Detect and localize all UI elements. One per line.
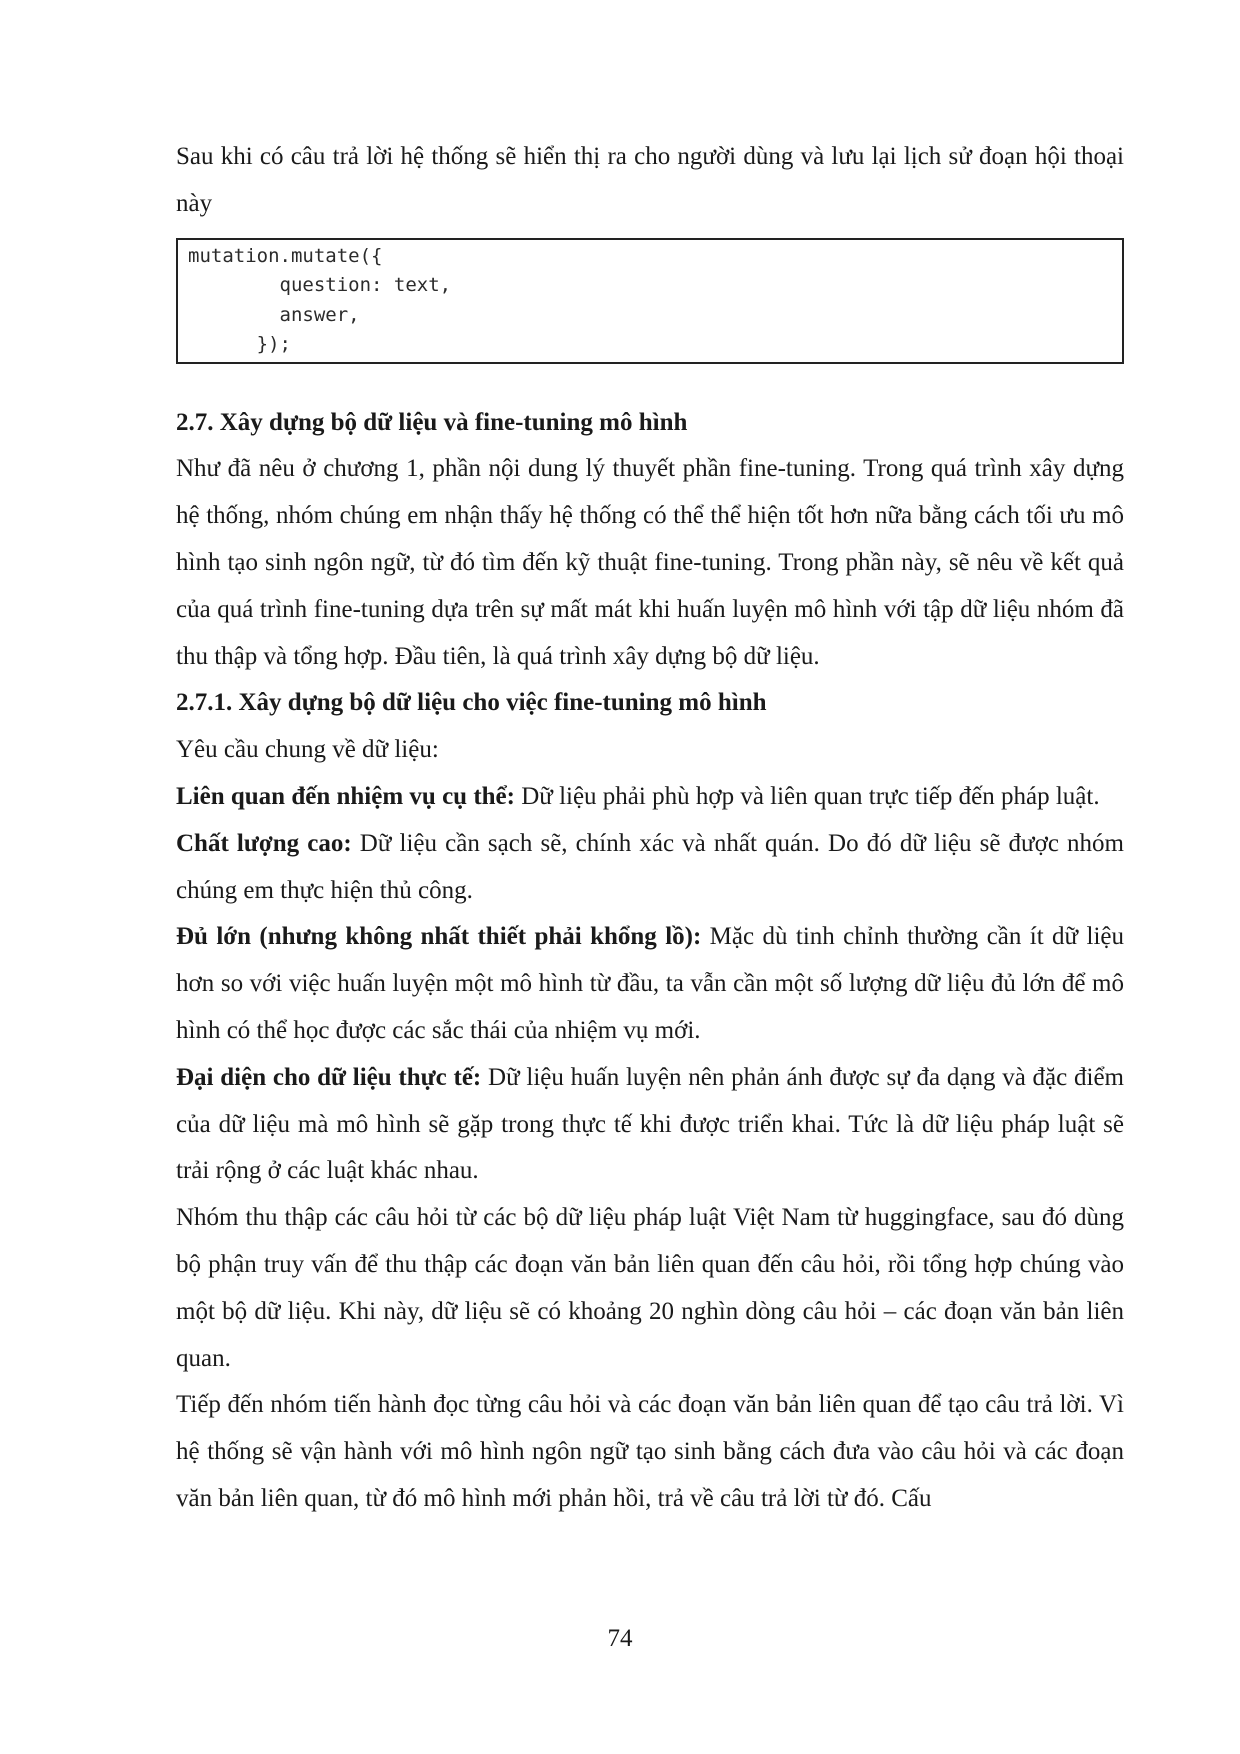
- requirement-text: Dữ liệu phải phù hợp và liên quan trực tiếp đến pháp luật.: [514, 782, 1100, 810]
- subsection-heading: 2.7.1. Xây dựng bộ dữ liệu cho việc fine-tuning mô hình: [176, 689, 767, 717]
- requirement-item: [176, 1055, 1124, 1195]
- collection-paragraph: Nhóm thu thập các câu hỏi từ các bộ dữ liệu pháp luật Việt Nam từ huggingface, sau đó dùng bộ phận truy vấn để thu thập các đoạn văn bản liên quan đến câu hỏi, rồi tổng hợp chúng vào một bộ dữ liệu. Khi này, dữ liệu sẽ có khoảng 20 nghìn dòng câu hỏi – các đoạn văn bản liên quan.: [176, 1204, 1124, 1372]
- requirement-lead: Đủ lớn (nhưng không nhất thiết phải khổng lồ):: [176, 923, 702, 951]
- requirement-lead: Liên quan đến nhiệm vụ cụ thể:: [176, 782, 515, 810]
- requirement-text: Dữ liệu cần sạch sẽ, chính xác và nhất quán. Do đó dữ liệu sẽ được nhóm chúng em thực hiện thủ công.: [176, 829, 1124, 904]
- requirement-text: Dữ liệu huấn luyện nên phản ánh được sự đa dạng và đặc điểm của dữ liệu mà mô hình sẽ gặp trong thực tế khi được triển khai. Tức là dữ liệu pháp luật sẽ trải rộng ở các luật khác nhau.: [176, 1063, 1124, 1185]
- code-line: answer,: [188, 303, 360, 326]
- code-block: [176, 238, 1124, 364]
- code-line: question: text,: [188, 274, 452, 297]
- requirement-lead: Đại diện cho dữ liệu thực tế:: [176, 1063, 482, 1091]
- requirement-item: [176, 914, 1124, 1054]
- requirement-item: [176, 774, 1124, 821]
- requirement-item: [176, 821, 1124, 915]
- page-number: 74: [607, 1625, 633, 1652]
- requirement-text: Mặc dù tinh chỉnh thường cần ít dữ liệu hơn so với việc huấn luyện một mô hình từ đầu, ta vẫn cần một số lượng dữ liệu đủ lớn để mô hình có thể học được các sắc thái của nhiệm vụ mới.: [176, 923, 1124, 1044]
- requirement-lead: Chất lượng cao:: [176, 829, 352, 857]
- intro-paragraph: Sau khi có câu trả lời hệ thống sẽ hiển thị ra cho người dùng và lưu lại lịch sử đoạn hội thoại này: [176, 143, 1124, 217]
- code-line: mutation.mutate({: [188, 244, 383, 267]
- document-page: [176, 134, 1124, 1523]
- section-heading: 2.7. Xây dựng bộ dữ liệu và fine-tuning mô hình: [176, 408, 688, 436]
- section-paragraph: Như đã nêu ở chương 1, phần nội dung lý thuyết phần fine-tuning. Trong quá trình xây dựng hệ thống, nhóm chúng em nhận thấy hệ thống có thể thể hiện tốt hơn nữa bằng cách tối ưu mô hình tạo sinh ngôn ngữ, từ đó tìm đến kỹ thuật fine-tuning. Trong phần này, sẽ nêu về kết quả của quá trình fine-tuning dựa trên sự mất mát khi huấn luyện mô hình với tập dữ liệu nhóm đã thu thập và tổng hợp. Đầu tiên, là quá trình xây dựng bộ dữ liệu.: [176, 455, 1124, 670]
- code-line: });: [188, 333, 291, 356]
- next-paragraph: Tiếp đến nhóm tiến hành đọc từng câu hỏi và các đoạn văn bản liên quan để tạo câu trả lời. Vì hệ thống sẽ vận hành với mô hình ngôn ngữ tạo sinh bằng cách đưa vào câu hỏi và các đoạn văn bản liên quan, từ đó mô hình mới phản hồi, trả về câu trả lời từ đó. Cấu: [176, 1391, 1124, 1512]
- requirements-intro: Yêu cầu chung về dữ liệu:: [176, 736, 439, 764]
